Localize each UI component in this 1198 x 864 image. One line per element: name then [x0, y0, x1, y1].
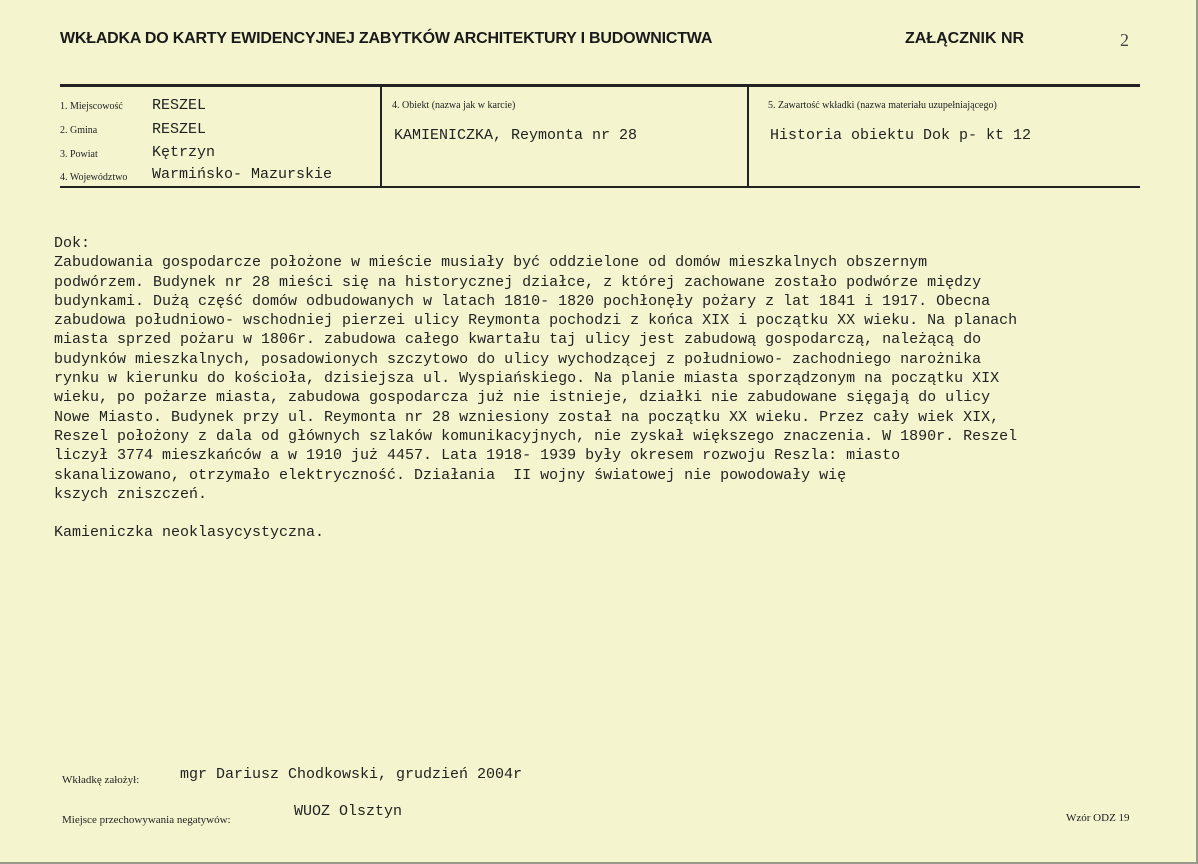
text-line: podwórzem. Budynek nr 28 mieści się na historycznej działce, z której zachowane zostało podwórze między: [54, 273, 982, 291]
column-divider-1: [380, 86, 382, 188]
attachment-label: ZAŁĄCZNIK NR: [905, 30, 1025, 47]
gmina-label: 2. Gmina: [60, 125, 98, 136]
text-line: zabudowa południowo- wschodniej pierzei ulicy Reymonta pochodzi z końca XIX i początku XX wieku. Na planach: [54, 312, 1018, 330]
wojewodztwo-label: 4. Województwo: [60, 172, 128, 183]
content-value: Historia obiektu Dok p- kt 12: [770, 127, 1032, 144]
text-line: Kamieniczka neoklasycystyczna.: [54, 524, 325, 542]
storage-value: WUOZ Olsztyn: [294, 803, 403, 820]
author-label: Wkładkę założył:: [62, 774, 140, 786]
storage-label: Miejsce przechowywania negatywów:: [62, 814, 231, 826]
wojewodztwo-value: Warmińsko- Mazurskie: [152, 166, 333, 183]
text-line: Zabudowania gospodarcze położone w mieście musiały być oddzielone od domów mieszkalnych obszernym: [54, 254, 928, 272]
miejscowosc-label: 1. Miejscowość: [60, 101, 123, 112]
text-line: budynkami. Dużą część domów odbudowanych w latach 1810- 1820 pochłonęły pożary z lat 1841 i 1917. Obecna: [54, 292, 991, 310]
text-line: wieku, po pożarze miasta, zabudowa gospodarcza już nie istnieje, działki nie zabudowane sięgają do ulicy: [54, 389, 991, 407]
text-line: Nowe Miasto. Budynek przy ul. Reymonta nr 28 wzniesiony został na początku XX wieku. Przez cały wiek XIX,: [54, 408, 1000, 426]
form-template-id: Wzór ODZ 19: [1066, 812, 1130, 824]
powiat-value: Kętrzyn: [152, 144, 216, 161]
text-line: skanalizowano, otrzymało elektryczność. Działania II wojny światowej nie powodowały wię: [54, 466, 847, 484]
text-line: budynków mieszkalnych, posadowionych szczytowo do ulicy wychodzącej z południowo- zachodniego narożnika: [54, 350, 982, 368]
column-divider-2: [747, 86, 749, 188]
powiat-label: 3. Powiat: [60, 149, 98, 160]
object-label: 4. Obiekt (nazwa jak w karcie): [392, 100, 516, 111]
text-line: liczył 3774 mieszkańców a w 1910 już 4457. Lata 1918- 1939 były okresem rozwoju Reszla: miasto: [54, 447, 901, 465]
history-text: [54, 234, 1154, 543]
attachment-number: 2: [1120, 30, 1129, 50]
form-title: WKŁADKA DO KARTY EWIDENCYJNEJ ZABYTKÓW ARCHITEKTURY I BUDOWNICTWA: [60, 30, 713, 47]
text-line: Reszel położony z dala od głównych szlaków komunikacyjnych, nie zyskał większego znaczenia. W 1890r. Reszel: [54, 427, 1018, 445]
text-line: [54, 504, 1154, 523]
content-label: 5. Zawartość wkładki (nazwa materiału uzupełniającego): [768, 100, 997, 111]
text-line: Dok:: [54, 235, 91, 252]
header-rule-top: [60, 84, 1140, 87]
header-rule-bottom: [60, 186, 1140, 188]
text-line: rynku w kierunku do kościoła, dzisiejsza ul. Wyspiańskiego. Na planie miasta sporządzonym na początku XIX: [54, 370, 1000, 388]
miejscowosc-value: RESZEL: [152, 97, 207, 114]
text-line: kszych zniszczeń.: [54, 485, 208, 503]
author-value: mgr Dariusz Chodkowski, grudzień 2004r: [180, 766, 523, 783]
gmina-value: RESZEL: [152, 121, 207, 138]
object-value: KAMIENICZKA, Reymonta nr 28: [394, 127, 638, 144]
text-line: miasta sprzed pożaru w 1806r. zabudowa całego kwartału taj ulicy jest zabudową gospodarczą, należącą do: [54, 331, 982, 349]
